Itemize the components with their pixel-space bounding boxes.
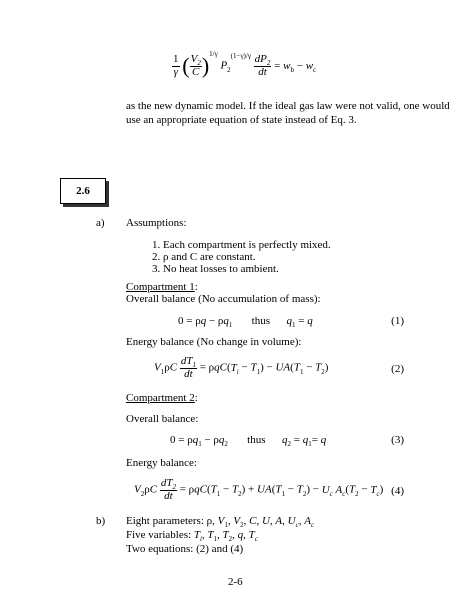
equation-2: $V_1\rho C$ $\frac{dT_1}{dt}$ = $\rho qC(T_i - T_1) - UA(T_1 - T_2)$	[154, 355, 329, 380]
assumption-item: 3. No heat losses to ambient.	[152, 263, 279, 275]
top-equation: $\frac{1}{\gamma}$ ( $\frac{V_2}{C}$ )$^{1/\gamma}$ $P_2^{(1-\gamma)/\gamma}$ $\frac{dP_2}{dt}$ = $w_b - w_c$	[173, 49, 317, 79]
equation-4-number: (4)	[391, 485, 404, 497]
energy-balance1-label: Energy balance (No change in volume):	[126, 336, 302, 348]
page-number: 2-6	[228, 576, 243, 588]
assumption-item: 1. Each compartment is perfectly mixed.	[152, 239, 331, 251]
compartment2-heading: Compartment 2:	[126, 392, 198, 404]
equation-1-number: (1)	[391, 315, 404, 327]
section-label: 2.6	[76, 185, 90, 197]
overall-balance2-label: Overall balance:	[126, 413, 199, 425]
part-a-label: a)	[96, 217, 105, 229]
equations-count-line: Two equations: (2) and (4)	[126, 543, 244, 555]
energy-balance2-label: Energy balance:	[126, 457, 197, 469]
parameters-line: Eight parameters: ρ, $V_1$, $V_2$, C, U, A, $U_c$, $A_c$	[126, 515, 315, 530]
top-equation-rhs: = $w_b - w_c$	[274, 59, 317, 74]
equation-1: $0 = \rho q - \rho q_1$ thus $q_1 = q$	[178, 315, 313, 330]
intro-text-line2: use an appropriate equation of state instead of Eq. 3.	[126, 114, 357, 126]
compartment1-heading: Compartment 1:	[126, 281, 198, 293]
equation-2-number: (2)	[391, 363, 404, 375]
variables-line: Five variables: $T_i$, $T_1$, $T_2$, q, $T_c$	[126, 529, 258, 544]
equation-3: $0 = \rho q_1 - \rho q_2$ thus $q_2 = q_1= q$	[170, 434, 327, 449]
part-b-label: b)	[96, 515, 106, 527]
assumptions-heading: Assumptions:	[126, 217, 187, 229]
overall-balance1-label: Overall balance (No accumulation of mass):	[126, 293, 321, 305]
intro-text-line1: as the new dynamic model. If the ideal gas law were not valid, one would	[126, 100, 450, 112]
equation-3-number: (3)	[391, 434, 404, 446]
equation-4: $V_2\rho C$ $\frac{dT_2}{dt}$ = $\rho qC(T_1 - T_2) + UA(T_1 - T_2) - U_c$ $A_c(T_2 - T_c)$	[134, 477, 384, 502]
assumption-item: 2. ρ and C are constant.	[152, 251, 256, 263]
section-label-box	[60, 178, 106, 204]
